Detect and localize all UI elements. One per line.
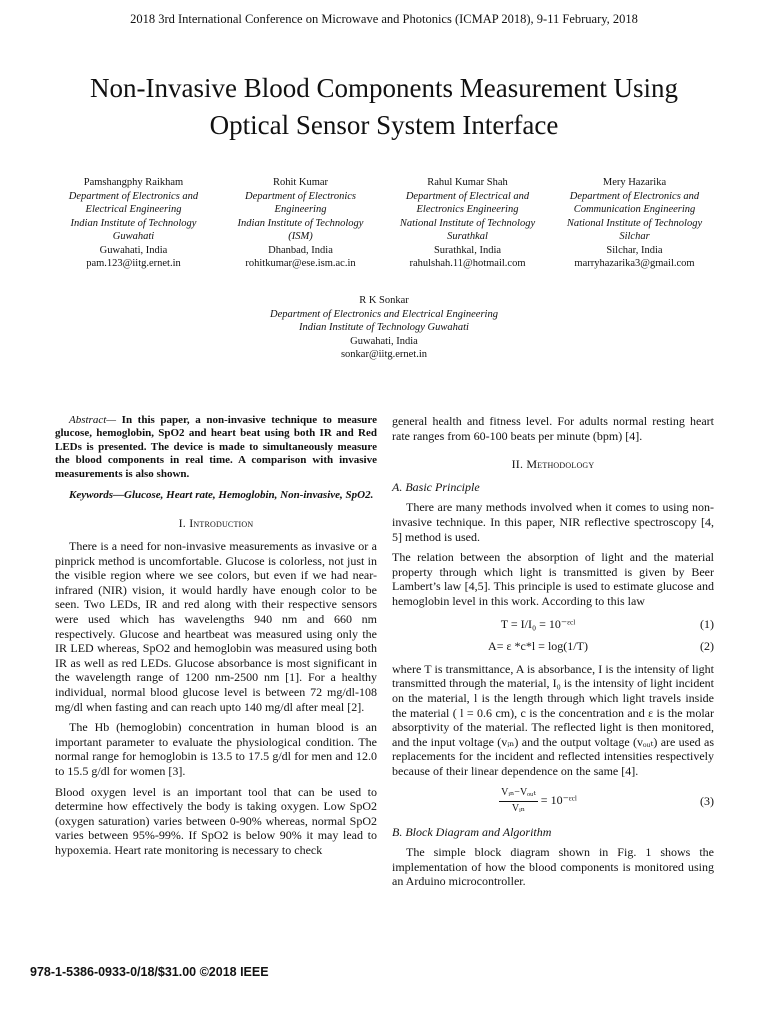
section-heading-methodology: II. Methodology: [511, 457, 595, 472]
paper-title: [30, 70, 738, 144]
author-city: Guwahati, India: [99, 244, 168, 256]
author-4: [551, 176, 718, 271]
equation-rhs: = 10⁻ᵋᶜˡ: [540, 793, 577, 808]
paragraph: The simple block diagram shown in Fig. 1 shows the implementation of how the blood components is monitored using an Arduino microcontroller.: [392, 845, 714, 889]
author-email: marryhazarika3@gmail.com: [574, 258, 695, 269]
author-email: rohitkumar@ese.ism.ac.in: [245, 258, 356, 269]
author-affiliation: Indian Institute of Technology Guwahati: [299, 322, 469, 333]
author-affiliation: Department of Electrical and: [405, 190, 530, 202]
author-email: sonkar@iitg.ernet.in: [340, 349, 428, 360]
paragraph: The Hb (hemoglobin) concentration in human blood is an important parameter to evaluate the physiological condition. The normal range for hemoglobin is 13.5 to 17.5 g/dl for men and 12.0 to 15.5 g/dl for women [3].: [55, 720, 377, 778]
author-city: Surathkal, India: [433, 244, 502, 256]
copyright-footer: 978-1-5386-0933-0/18/$31.00 ©2018 IEEE: [30, 965, 269, 979]
equation-number: (1): [700, 616, 714, 631]
author-email: rahulshah.11@hotmail.com: [409, 258, 526, 269]
paragraph: The relation between the absorption of light and the material property through which light is transmitted is given by Beer Lambert’s law [4,5]. This principle is used to estimate glucose and hemoglobin level in this work. According to this law: [392, 550, 714, 608]
author-affiliation: Electronics Engineering: [416, 204, 519, 215]
equation-2: [392, 639, 714, 654]
section-heading-introduction: I. Introduction: [178, 516, 254, 531]
title-line-2: Optical Sensor System Interface: [209, 110, 559, 140]
author-name: R K Sonkar: [359, 295, 409, 306]
author-affiliation: Department of Electronics and Electrical Engineering: [270, 308, 498, 320]
author-block: [50, 176, 718, 271]
equation-1: [392, 617, 714, 632]
author-affiliation: Electrical Engineering: [85, 204, 182, 215]
author-affiliation: Indian Institute of Technology: [237, 217, 364, 229]
author-email: pam.123@iitg.ernet.in: [86, 258, 181, 269]
fraction-numerator: Vᵢₙ−Vₒᵤₜ: [499, 786, 538, 802]
abstract: [55, 414, 377, 481]
paragraph: general health and fitness level. For adults normal resting heart rate ranges from 60-100 beats per minute (bpm) [4].: [392, 414, 714, 443]
author-affiliation: Silchar: [619, 231, 650, 242]
author-name: Pamshangphy Raikham: [83, 177, 184, 188]
author-affiliation: Guwahati: [112, 231, 155, 242]
author-affiliation: National Institute of Technology: [399, 217, 536, 229]
conference-header: 2018 3rd International Conference on Microwave and Photonics (ICMAP 2018), 9-11 February, 2018: [130, 12, 638, 26]
equation-expression: A= ε *c*l = log(1/T): [488, 639, 588, 654]
equation-expression: T = I/I₀ = 10⁻ᵋᶜˡ: [500, 616, 576, 631]
author-affiliation: Department of Electronics and: [68, 190, 199, 202]
author-1: [50, 176, 217, 271]
title-line-1: Non-Invasive Blood Components Measurement Using: [90, 73, 678, 103]
author-affiliation: Engineering: [274, 204, 327, 215]
author-city: Silchar, India: [606, 244, 663, 256]
abstract-label: Abstract—: [69, 414, 117, 426]
author-affiliation: Communication Engineering: [573, 204, 696, 215]
equation-number: (2): [700, 639, 714, 654]
author-affiliation: Department of Electronics and: [569, 190, 700, 202]
author-affiliation: Surathkal: [447, 231, 488, 242]
author-3: [384, 176, 551, 271]
keywords: [55, 489, 377, 502]
equation-number: (3): [700, 794, 714, 809]
subsection-heading-block-diagram: B. Block Diagram and Algorithm: [392, 824, 552, 839]
right-column: [392, 414, 714, 895]
author-name: Rohit Kumar: [272, 177, 329, 188]
author-2: [217, 176, 384, 271]
equation-expression: [392, 786, 684, 816]
author-affiliation: Department of Electronics: [244, 190, 356, 202]
author-city: Dhanbad, India: [268, 244, 333, 256]
keywords-text: Glucose, Heart rate, Hemoglobin, Non-invasive, SpO2.: [124, 489, 374, 502]
author-name: Mery Hazarika: [602, 177, 667, 188]
subsection-heading-basic-principle: A. Basic Principle: [392, 479, 480, 494]
author-5: [0, 294, 768, 362]
fraction-denominator: Vᵢₙ: [511, 803, 526, 815]
paragraph: where T is transmittance, A is absorbance, I is the intensity of light transmitted through the material, I₀ is the intensity of light incident on the material, l is the length through which light travels inside the material ( l = 0.6 cm), c is the concentration and ε is the molar absorptivity of the material. The reflected light is then monitored, and the input voltage (vᵢₙ) and the output voltage (vₒᵤₜ) are used as replacements for the incident and reflected intensities respectively because of their linear dependence on the same [4].: [392, 661, 714, 778]
equation-3: [392, 786, 714, 816]
paragraph: There are many methods involved when it comes to using non-invasive technique. In this paper, NIR reflective spectroscopy [4, 5] method is used.: [392, 500, 714, 544]
keywords-label: Keywords—: [69, 489, 124, 502]
left-column: [55, 414, 377, 864]
author-affiliation: National Institute of Technology: [566, 217, 703, 229]
equation-fraction: [499, 786, 538, 816]
abstract-text: In this paper, a non-invasive technique to measure glucose, hemoglobin, SpO2 and heart beat using both IR and Red LEDs is presented. The device is made to simultaneously measure the blood components in real time. A comparison with invasive measurements is also shown.: [55, 414, 377, 480]
paragraph: There is a need for non-invasive measurements as invasive or a pinprick method is uncomfortable. Glucose is colorless, not just in the visible region where we see colors, but even if we had near-infrared (NIR) vision, it would hardly have enough color to be seen. Two LEDs, IR and red along with their respective sensors were used which has wavelengths 940 nm and 660 nm respectively. Glucose and heartbeat was measured using only the IR LED whereas, SpO2 and hemoglobin was measured using both IR as well as red LEDs. Glucose absorbance is most significant in the wavelength range of 1200 nm-2500 nm [1]. For a healthy individual, normal blood glucose level is between 72 mg/dl-108 mg/dl when fasting and can reach upto 140 mg/dl after meal [2].: [55, 539, 377, 714]
paragraph: Blood oxygen level is an important tool that can be used to determine how effectively the body is taking oxygen. Low SpO2 (oxygen saturation) varies between 0-90% whereas, normal SpO2 varies between 95%-99%. If SpO2 is below 90% it may lead to hypoxemia. Heart rate monitoring is necessary to check: [55, 784, 377, 857]
author-name: Rahul Kumar Shah: [427, 177, 508, 188]
author-city: Guwahati, India: [350, 335, 418, 347]
author-affiliation: Indian Institute of Technology: [70, 217, 197, 229]
author-affiliation: (ISM): [288, 231, 313, 242]
